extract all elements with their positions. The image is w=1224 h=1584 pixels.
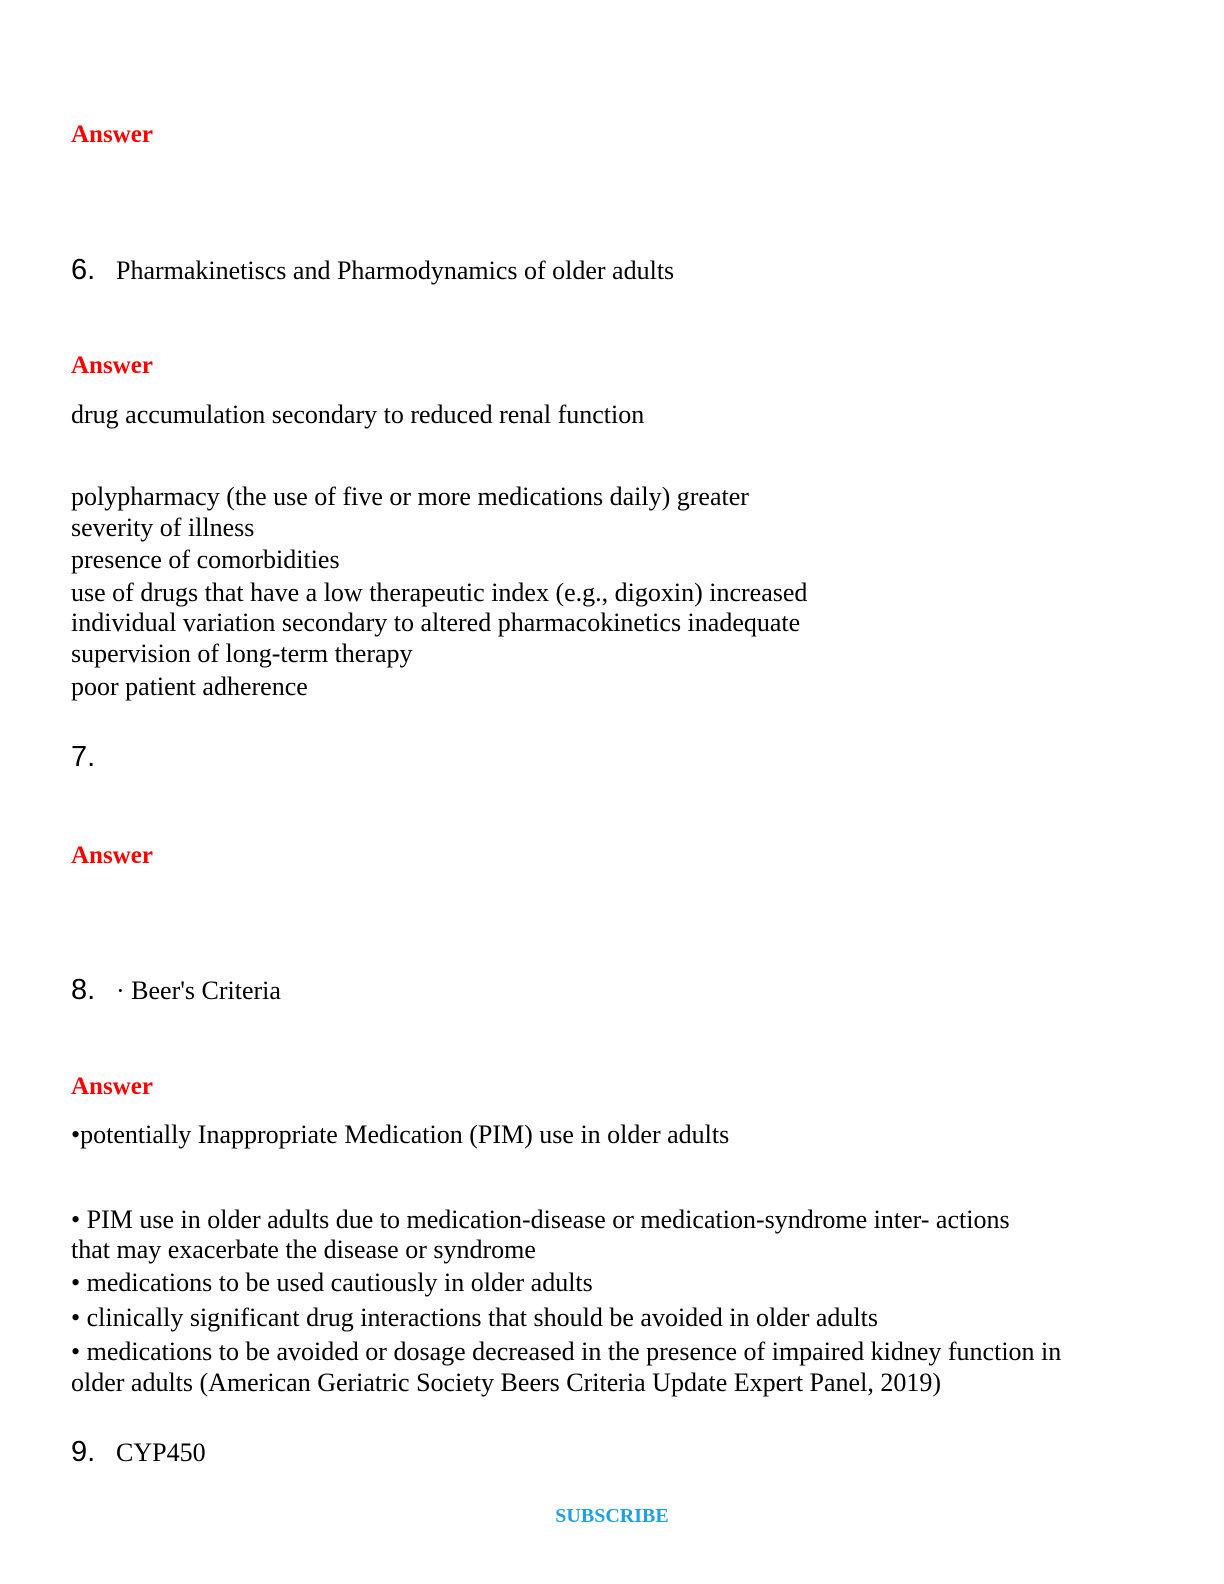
answer-label: Answer (71, 352, 153, 379)
question-number-6: 6. (71, 254, 96, 286)
answer-line: supervision of long-term therapy (71, 639, 413, 668)
answer-line: • clinically significant drug interactions that should be avoided in older adults (71, 1303, 878, 1332)
answer-intro-8: •potentially Inappropriate Medication (PIM) use in older adults (71, 1120, 730, 1149)
answer-line: severity of illness (71, 513, 255, 542)
answer-line: polypharmacy (the use of five or more medications daily) greater (71, 482, 749, 511)
answer-line: presence of comorbidities (71, 545, 340, 574)
question-text-8: · Beer's Criteria (116, 976, 281, 1005)
answer-intro-6: drug accumulation secondary to reduced renal function (71, 400, 645, 429)
answer-label: Answer (71, 842, 153, 869)
question-number-9: 9. (71, 1436, 96, 1468)
answer-line: poor patient adherence (71, 672, 308, 701)
answer-label: Answer (71, 1073, 153, 1100)
answer-line: use of drugs that have a low therapeutic index (e.g., digoxin) increased (71, 578, 808, 607)
subscribe-link[interactable]: SUBSCRIBE (555, 1505, 669, 1527)
question-number-8: 8. (71, 974, 96, 1006)
answer-line: individual variation secondary to altered pharmacokinetics inadequate (71, 608, 801, 637)
question-text-6: Pharmakinetiscs and Pharmodynamics of older adults (116, 256, 675, 285)
answer-line: older adults (American Geriatric Society Beers Criteria Update Expert Panel, 2019) (71, 1368, 941, 1397)
answer-line: • PIM use in older adults due to medication-disease or medication-syndrome inter- actions (71, 1205, 1010, 1234)
answer-line: that may exacerbate the disease or syndrome (71, 1235, 536, 1264)
question-text-9: CYP450 (116, 1438, 206, 1467)
answer-line: • medications to be avoided or dosage decreased in the presence of impaired kidney function in (71, 1337, 1062, 1366)
question-number-7: 7. (71, 741, 96, 773)
answer-label: Answer (71, 121, 153, 148)
answer-line: • medications to be used cautiously in older adults (71, 1268, 593, 1297)
